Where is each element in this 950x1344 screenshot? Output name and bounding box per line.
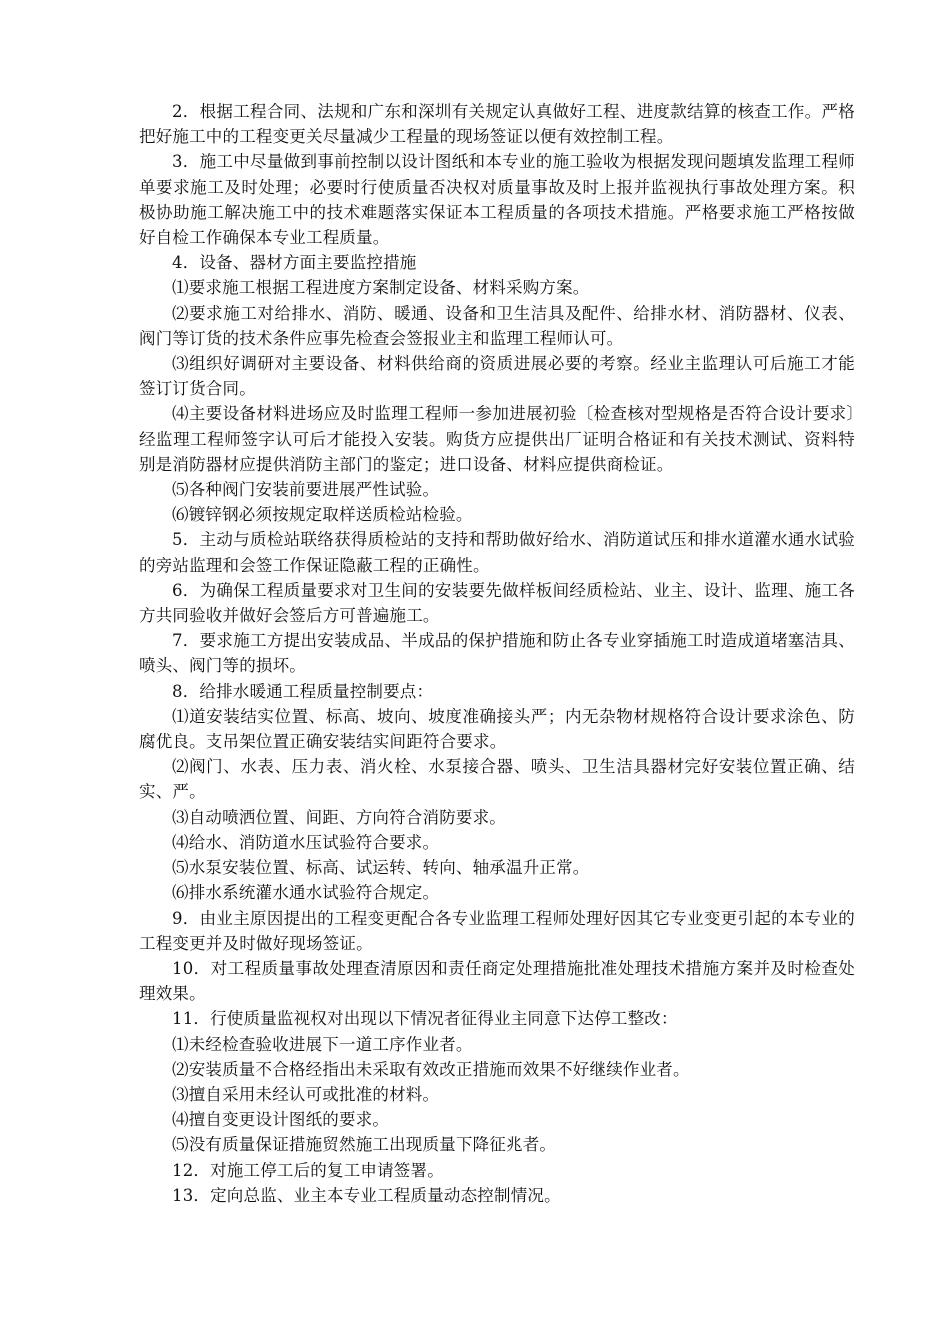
paragraph-subitem-11-1: ⑴未经检查验收进展下一道工序作业者。 (172, 1034, 473, 1054)
paragraph-subitem-8-2: ⑵阀门、水表、压力表、消火栓、水泵接合器、喷头、卫生洁具器材完好安装位置正确、结实、严。 (139, 757, 855, 802)
paragraph-subitem-4-4: ⑷主要设备材料进场应及时监理工程师一参加进展初验〔检查核对型规格是否符合设计要求〕经监理工程师签字认可后才能投入安装。购货方应提供出厂证明合格证和有关技术测试、资料特别是消防器材应提供消防主部门的鉴定；进口设备、材料应提供商检证。 (139, 404, 855, 474)
paragraph-item-10: 10．对工程质量事故处理查清原因和责任商定处理措施批准处理技术措施方案并及时检查处理效果。 (139, 958, 855, 1004)
paragraph-subitem-8-5: ⑸水泵安装位置、标高、试运转、转向、轴承温升正常。 (172, 858, 590, 878)
paragraph-subitem-11-3: ⑶擅自采用未经认可或批准的材料。 (172, 1084, 440, 1104)
paragraph-subitem-8-1: ⑴道安装结实位置、标高、坡向、坡度准确接头严；内无杂物材规格符合设计要求涂色、防腐优良。支吊架位置正确安装结实间距符合要求。 (139, 706, 855, 752)
document-body (139, 99, 855, 1208)
paragraph-subitem-8-3: ⑶自动喷洒位置、间距、方向符合消防要求。 (172, 807, 506, 827)
paragraph-item-4-heading: 4．设备、器材方面主要监控措施 (172, 253, 417, 273)
paragraph-subitem-8-4: ⑷给水、消防道水压试验符合要求。 (172, 832, 440, 852)
paragraph-subitem-11-4: ⑷擅自变更设计图纸的要求。 (172, 1110, 390, 1130)
paragraph-item-8-heading: 8．给排水暖通工程质量控制要点： (172, 681, 434, 701)
paragraph-subitem-11-2: ⑵安装质量不合格经指出未采取有效改正措施而效果不好继续作业者。 (172, 1059, 690, 1079)
paragraph-item-12: 12．对施工停工后的复工申请签署。 (172, 1160, 444, 1180)
paragraph-item-2: 2．根据工程合同、法规和广东和深圳有关规定认真做好工程、进度款结算的核查工作。严格把好施工中的工程变更关尽量减少工程量的现场签证以便有效控制工程。 (139, 102, 855, 147)
paragraph-subitem-4-2: ⑵要求施工对给排水、消防、暖通、设备和卫生洁具及配件、给排水材、消防器材、仪表、阀门等订货的技术条件应事先检查会签报业主和监理工程师认可。 (139, 303, 855, 348)
paragraph-item-7: 7．要求施工方提出安装成品、半成品的保护措施和防止各专业穿插施工时造成道堵塞洁具、喷头、阀门等的损坏。 (139, 631, 855, 676)
paragraph-subitem-4-3: ⑶组织好调研对主要设备、材料供给商的资质进展必要的考察。经业主监理认可后施工才能签订订货合同。 (139, 354, 855, 399)
paragraph-item-6: 6．为确保工程质量要求对卫生间的安装要先做样板间经质检站、业主、设计、监理、施工各方共同验收并做好会签后方可普遍施工。 (139, 580, 855, 626)
paragraph-item-3: 3．施工中尽量做到事前控制以设计图纸和本专业的施工验收为根据发现问题填发监理工程师单要求施工及时处理；必要时行使质量否决权对质量事故及时上报并监视执行事故处理方案。积极协助施工解决施工中的技术难题落实保证本工程质量的各项技术措施。严格要求施工严格按做好自检工作确保本专业工程质量。 (139, 152, 855, 248)
paragraph-item-11-heading: 11．行使质量监视权对出现以下情况者征得业主同意下达停工整改： (172, 1009, 678, 1029)
paragraph-subitem-4-6: ⑹镀锌钢必须按规定取样送质检站检验。 (172, 505, 473, 525)
paragraph-subitem-4-1: ⑴要求施工根据工程进度方案制定设备、材料采购方案。 (172, 278, 590, 298)
paragraph-item-13: 13．定向总监、业主本专业工程质量动态控制情况。 (172, 1185, 561, 1205)
paragraph-item-9: 9．由业主原因提出的工程变更配合各专业监理工程师处理好因其它专业变更引起的本专业的工程变更并及时做好现场签证。 (139, 908, 855, 953)
paragraph-subitem-8-6: ⑹排水系统灌水通水试验符合规定。 (172, 883, 440, 903)
paragraph-subitem-11-5: ⑸没有质量保证措施贸然施工出现质量下降征兆者。 (172, 1135, 557, 1155)
paragraph-subitem-4-5: ⑸各种阀门安装前要进展严性试验。 (172, 480, 440, 500)
paragraph-item-5: 5．主动与质检站联络获得质检站的支持和帮助做好给水、消防道试压和排水道灌水通水试验的旁站监理和会签工作保证隐蔽工程的正确性。 (139, 530, 855, 575)
